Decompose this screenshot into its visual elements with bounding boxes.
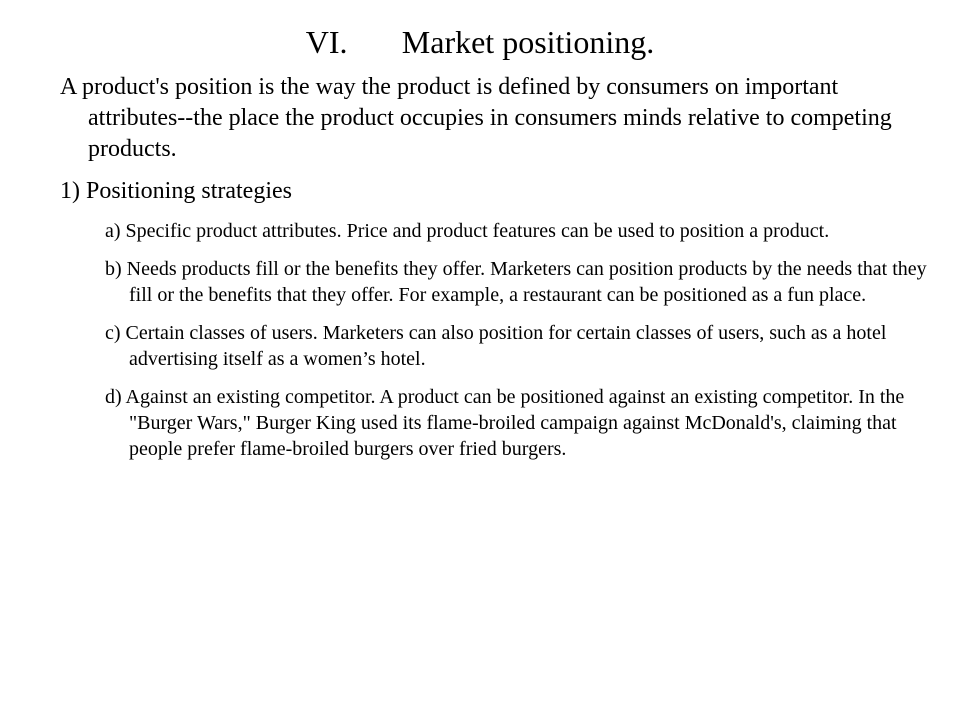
title-number: VI. xyxy=(305,24,348,60)
list-item-a: a) Specific product attributes. Price and product features can be used to position a product. xyxy=(105,220,830,242)
list-item-c: c) Certain classes of users. Marketers can also position for certain classes of users, such as a hotel advertising itself as a women’s hotel. xyxy=(105,322,887,370)
title-text: Market positioning. xyxy=(401,24,655,60)
list-item-b: b) Needs products fill or the benefits they offer. Marketers can position products by the needs that they fill or the benefits that they offer. For example, a restaurant can be positioned as a fun place. xyxy=(105,258,927,306)
section-heading: 1) Positioning strategies xyxy=(60,178,292,204)
slide-body xyxy=(60,72,940,474)
slide-title xyxy=(0,22,960,62)
list-item-d: d) Against an existing competitor. A product can be positioned against an existing competitor. In the "Burger Wars," Burger King used its flame-broiled campaign against McDonald's, claiming that people prefer flame-broiled burgers over fried burgers. xyxy=(105,386,905,460)
intro-paragraph: A product's position is the way the product is defined by consumers on important attributes--the place the product occupies in consumers minds relative to competing products. xyxy=(60,74,892,162)
